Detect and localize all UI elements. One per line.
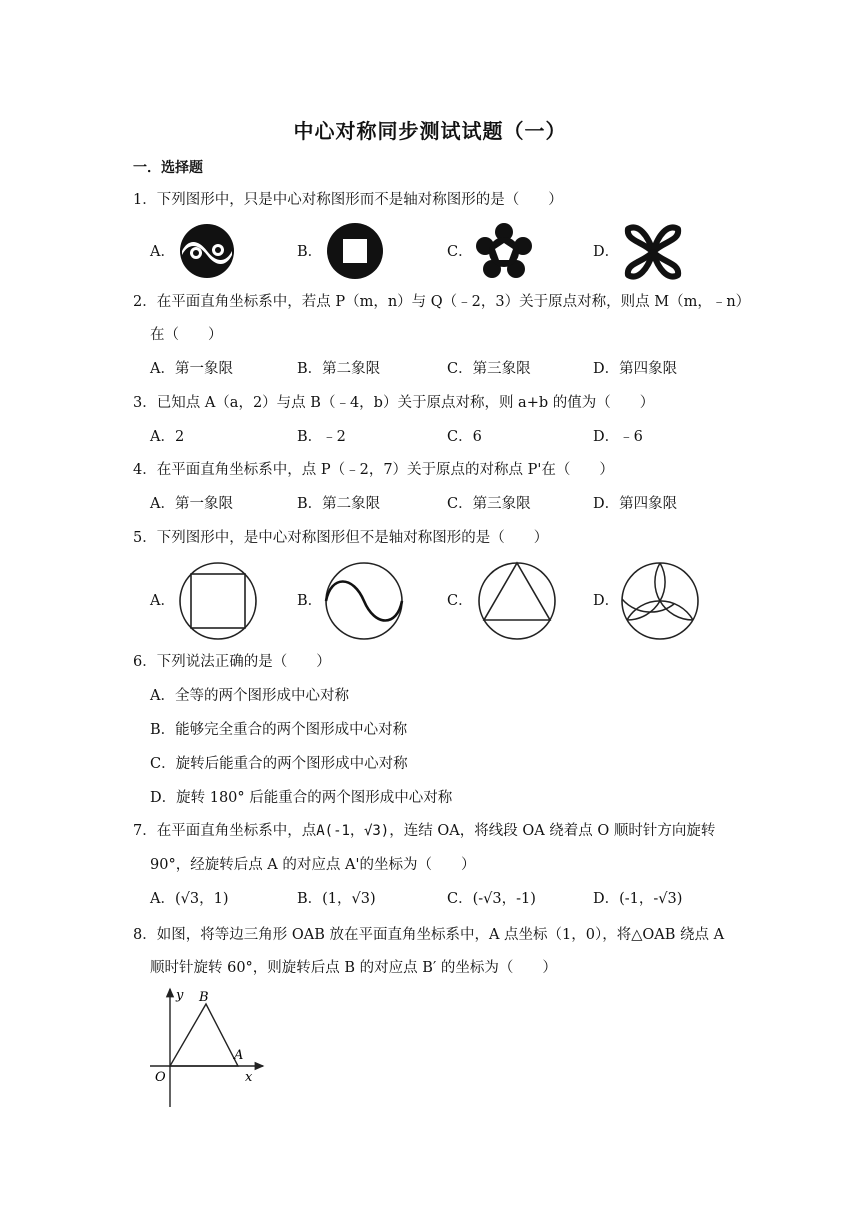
q7-option-c: C．(-√3，-1)	[447, 891, 536, 907]
q5-figure-a-square-in-circle	[177, 561, 259, 641]
q6-option-d: D．旋转 180° 后能重合的两个图形成中心对称	[150, 790, 453, 806]
q5-label-a: A．	[150, 593, 175, 609]
origin-label: O	[155, 1070, 166, 1085]
q6-option-a: A．全等的两个图形成中心对称	[150, 688, 349, 704]
q8-figure-triangle-axes	[145, 985, 270, 1110]
q7-option-b: B．(1，√3)	[297, 891, 376, 907]
q7-stem-suffix: ，连结 OA，将线段 OA 绕着点 O 顺时针方向旋转	[389, 823, 716, 839]
y-axis-label: y	[176, 988, 184, 1003]
q5-label-b: B．	[297, 593, 323, 609]
section-heading: 一．选择题	[133, 160, 203, 176]
triangle-oab	[170, 1004, 238, 1066]
q5-stem: 5．下列图形中，是中心对称图形但不是轴对称图形的是（ ）	[133, 530, 549, 546]
q1-figure-c-pentagon-flower	[474, 222, 534, 280]
q7-point-a: A(-1，√3)	[316, 823, 390, 839]
q1-label-c: C．	[447, 244, 473, 260]
q5-figure-c-triangle-in-circle	[476, 561, 558, 641]
q5-label-d: D．	[593, 593, 620, 609]
q7-stem-line1	[133, 821, 715, 841]
x-axis-label: x	[245, 1070, 253, 1085]
q6-option-b: B．能够完全重合的两个图形成中心对称	[150, 722, 408, 738]
q4-option-a: A．第一象限	[150, 496, 233, 512]
q1-figure-d-knot	[620, 221, 686, 283]
q3-option-b: B．﹣2	[297, 429, 346, 445]
q8-stem-line2: 顺时针旋转 60°，则旋转后点 B 的对应点 B′ 的坐标为（ ）	[150, 960, 557, 976]
q3-stem: 3．已知点 A（a，2）与点 B（﹣4，b）关于原点对称，则 a+b 的值为（ ）	[133, 395, 655, 411]
q2-stem-line1: 2．在平面直角坐标系中，若点 P（m，n）与 Q（﹣2，3）关于原点对称，则点 M（m，﹣n）	[133, 294, 751, 310]
q3-option-c: C．6	[447, 429, 482, 445]
q7-stem-line2: 90°，经旋转后点 A 的对应点 A'的坐标为（ ）	[150, 857, 476, 873]
q1-figure-b-coin	[325, 222, 385, 280]
q2-option-d: D．第四象限	[593, 361, 678, 377]
q7-stem-prefix: 7．在平面直角坐标系中，点	[133, 823, 317, 839]
q1-stem: 1．下列图形中，只是中心对称图形而不是轴对称图形的是（ ）	[133, 192, 563, 208]
q4-option-d: D．第四象限	[593, 496, 678, 512]
q4-option-b: B．第二象限	[297, 496, 381, 512]
page-title: 中心对称同步测试试题（一）	[293, 119, 567, 143]
q3-option-d: D．﹣6	[593, 429, 643, 445]
q4-stem: 4．在平面直角坐标系中，点 P（﹣2，7）关于原点的对称点 P'在（ ）	[133, 462, 614, 478]
q7-option-a: A．(√3，1)	[150, 891, 229, 907]
q5-figure-d-three-arcs-circle	[619, 561, 701, 641]
q2-stem-line2: 在（ ）	[150, 327, 223, 343]
q4-option-c: C．第三象限	[447, 496, 531, 512]
q5-label-c: C．	[447, 593, 473, 609]
point-b-label: B	[199, 990, 209, 1005]
q1-label-d: D．	[593, 244, 620, 260]
q7-option-d: D．(-1，-√3)	[593, 891, 683, 907]
q3-option-a: A．2	[150, 429, 185, 445]
q6-stem: 6．下列说法正确的是（ ）	[133, 654, 331, 670]
q8-stem-line1: 8．如图，将等边三角形 OAB 放在平面直角坐标系中，A 点坐标（1，0），将△OAB 绕点 A	[133, 927, 725, 943]
q1-figure-a-swirl	[178, 223, 236, 279]
q2-option-a: A．第一象限	[150, 361, 233, 377]
point-a-label: A	[234, 1048, 244, 1063]
q6-option-c: C．旋转后能重合的两个图形成中心对称	[150, 756, 408, 772]
q5-figure-b-s-curve-circle	[323, 561, 405, 641]
q2-option-c: C．第三象限	[447, 361, 531, 377]
q1-label-a: A．	[150, 244, 175, 260]
q2-option-b: B．第二象限	[297, 361, 381, 377]
q1-label-b: B．	[297, 244, 323, 260]
